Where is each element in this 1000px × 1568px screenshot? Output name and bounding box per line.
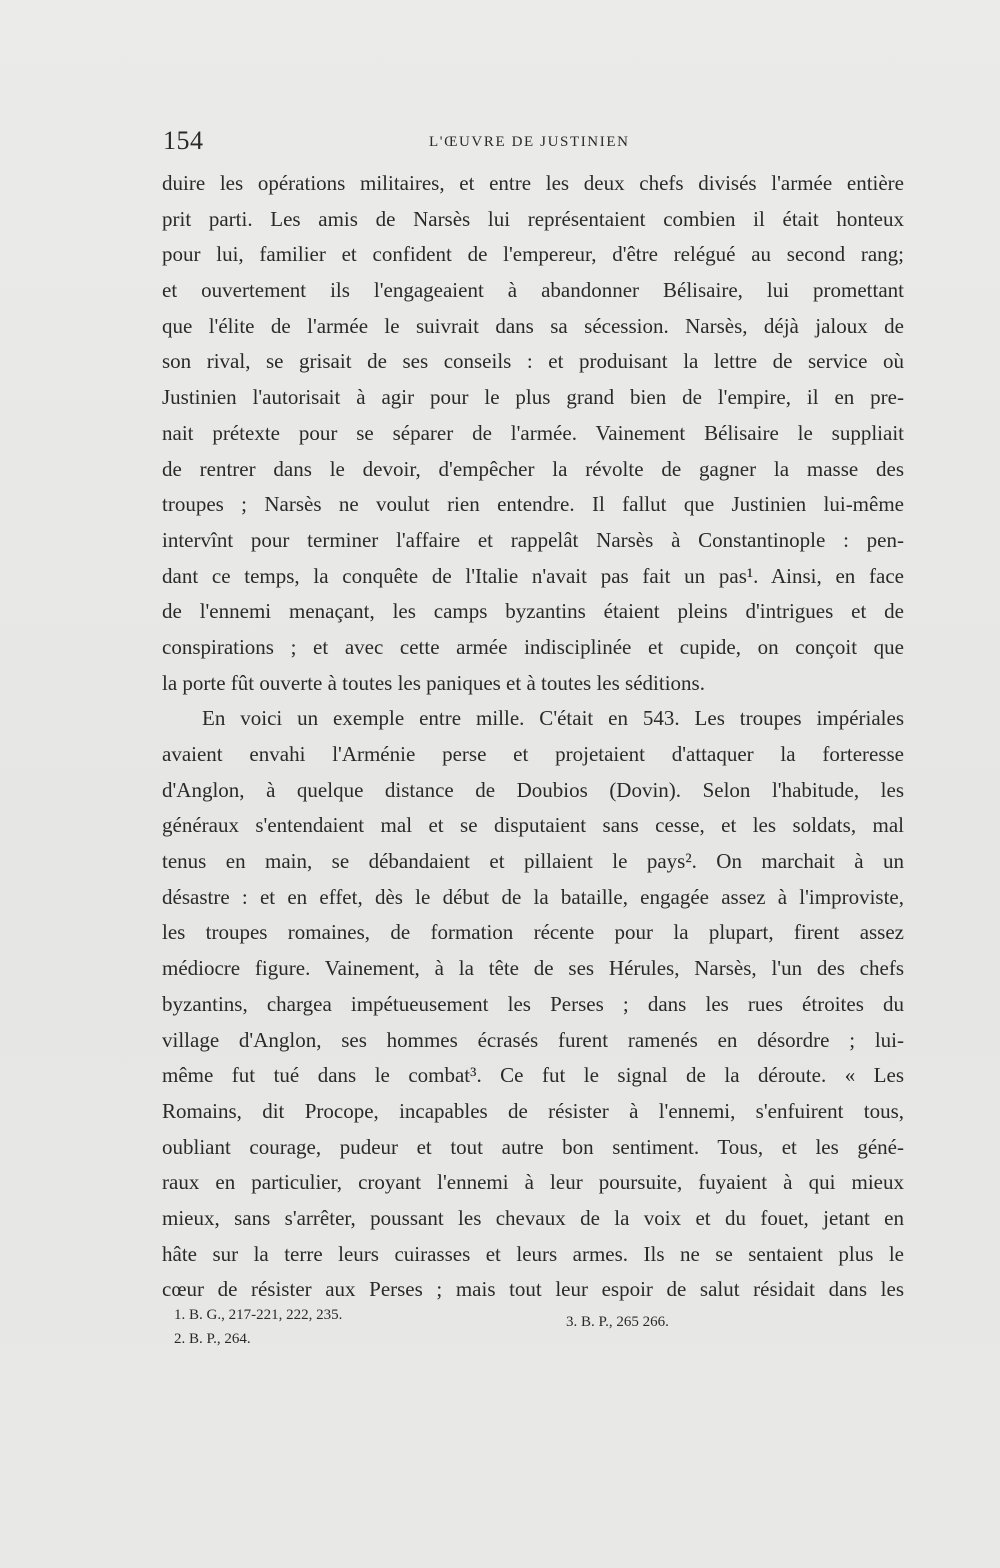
text-line: troupes ; Narsès ne voulut rien entendre. Il fallut que Justinien lui-même: [162, 492, 904, 517]
footnote-1: 1. B. G., 217-221, 222, 235.: [174, 1307, 343, 1323]
page-header: [163, 126, 903, 162]
text-line: mieux, sans s'arrêter, poussant les chevaux de la voix et du fouet, jetant en: [162, 1205, 904, 1230]
footnote-3: 3. B. P., 265 266.: [566, 1314, 669, 1330]
text-line: oubliant courage, pudeur et tout autre bon sentiment. Tous, et les géné-: [162, 1134, 904, 1159]
text-line: pour lui, familier et confident de l'empereur, d'être relégué au second rang;: [162, 242, 904, 267]
text-line: hâte sur la terre leurs cuirasses et leurs armes. Ils ne se sentaient plus le: [162, 1241, 904, 1266]
text-line: son rival, se grisait de ses conseils : et produisant la lettre de service où: [162, 349, 904, 374]
text-line: généraux s'entendaient mal et se disputaient sans cesse, et les soldats, mal: [162, 813, 904, 838]
text-line: que l'élite de l'armée le suivrait dans sa sécession. Narsès, déjà jaloux de: [162, 313, 904, 338]
text-line: de rentrer dans le devoir, d'empêcher la révolte de gagner la masse des: [162, 456, 904, 481]
paragraph-start-line: En voici un exemple entre mille. C'était en 543. Les troupes impériales: [202, 706, 904, 731]
text-line: Justinien l'autorisait à agir pour le plus grand bien de l'empire, il en pre-: [162, 385, 904, 410]
text-line: médiocre figure. Vainement, à la tête de ses Hérules, Narsès, l'un des chefs: [162, 956, 904, 981]
text-line: conspirations ; et avec cette armée indisciplinée et cupide, on conçoit que: [162, 634, 904, 659]
text-line: Romains, dit Procope, incapables de résister à l'ennemi, s'enfuirent tous,: [162, 1098, 904, 1123]
text-line: tenus en main, se débandaient et pillaient le pays². On marchait à un: [162, 849, 904, 874]
running-title: L'ŒUVRE DE JUSTINIEN: [429, 134, 630, 150]
page-number: 154: [163, 126, 204, 155]
body-text: [162, 166, 904, 1308]
text-line: nait prétexte pour se séparer de l'armée. Vainement Bélisaire le suppliait: [162, 420, 904, 445]
text-line: et ouvertement ils l'engageaient à abandonner Bélisaire, lui promettant: [162, 278, 904, 303]
text-line: intervînt pour terminer l'affaire et rappelât Narsès à Constantinople : pen-: [162, 527, 904, 552]
text-line: même fut tué dans le combat³. Ce fut le signal de la déroute. « Les: [162, 1063, 904, 1088]
text-line: village d'Anglon, ses hommes écrasés furent ramenés en désordre ; lui-: [162, 1027, 904, 1052]
text-line: d'Anglon, à quelque distance de Doubios (Dovin). Selon l'habitude, les: [162, 777, 904, 802]
text-line: de l'ennemi menaçant, les camps byzantins étaient pleins d'intrigues et de: [162, 599, 904, 624]
text-line: raux en particulier, croyant l'ennemi à leur poursuite, fuyaient à qui mieux: [162, 1170, 904, 1195]
text-line: avaient envahi l'Arménie perse et projetaient d'attaquer la forteresse: [162, 742, 904, 766]
footnote-2: 2. B. P., 264.: [174, 1331, 251, 1347]
text-line: prit parti. Les amis de Narsès lui représentaient combien il était honteux: [162, 206, 904, 231]
text-line: les troupes romaines, de formation récente pour la plupart, firent assez: [162, 920, 904, 945]
text-line: désastre : et en effet, dès le début de la bataille, engagée assez à l'improviste,: [162, 884, 904, 909]
text-line: byzantins, chargea impétueusement les Perses ; dans les rues étroites du: [162, 991, 904, 1016]
text-line: cœur de résister aux Perses ; mais tout leur espoir de salut résidait dans les: [162, 1277, 904, 1302]
text-line: dant ce temps, la conquête de l'Italie n'avait pas fait un pas¹. Ainsi, en face: [162, 563, 904, 588]
text-line: duire les opérations militaires, et entre les deux chefs divisés l'armée entière: [162, 171, 904, 195]
paragraph-end-line: la porte fût ouverte à toutes les paniques et à toutes les séditions.: [162, 670, 705, 695]
